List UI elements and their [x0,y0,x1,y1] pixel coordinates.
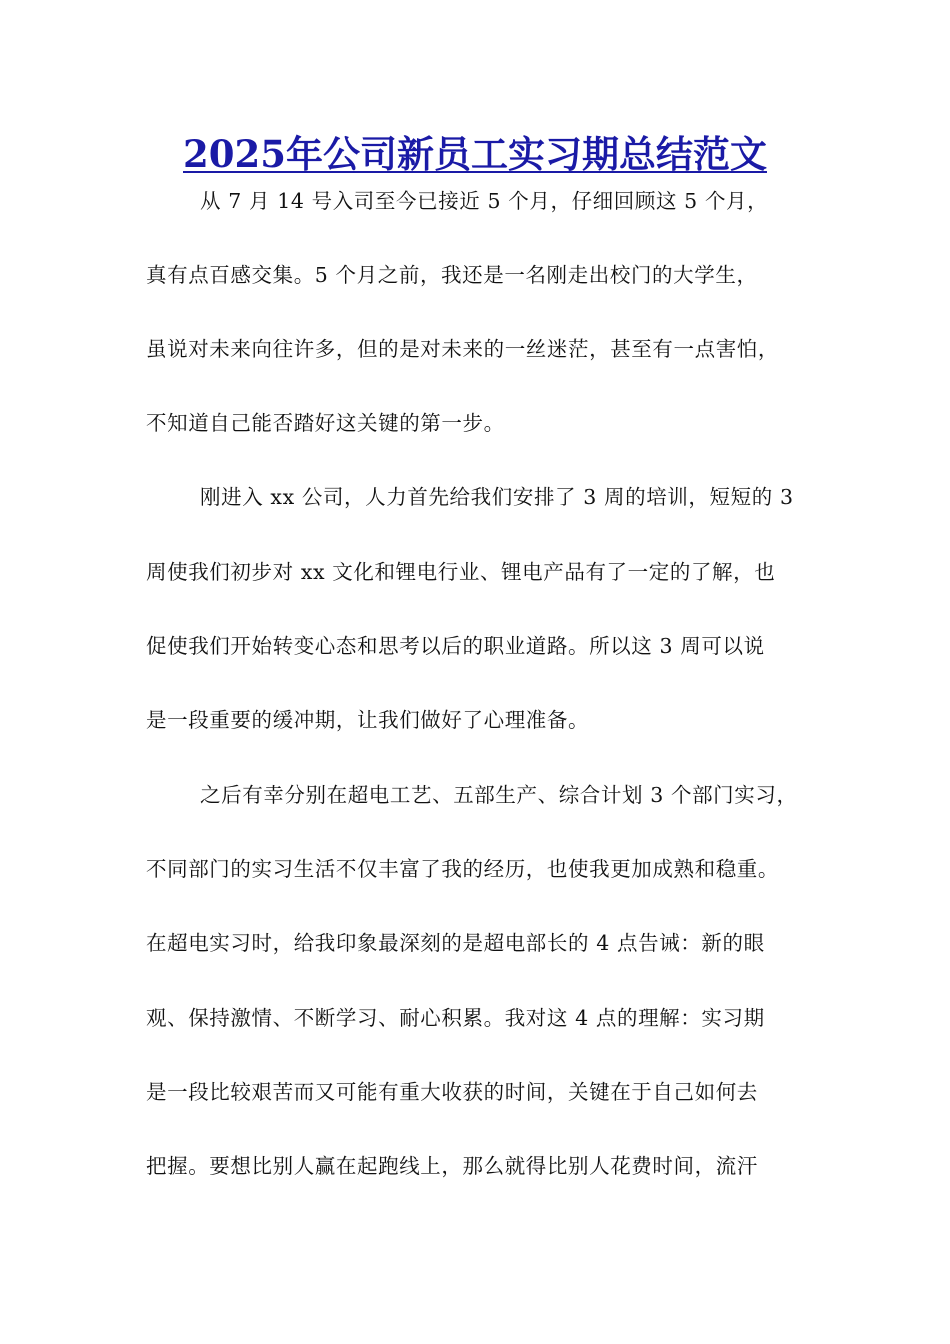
paragraph-line: 周使我们初步对 xx 文化和锂电行业、锂电产品有了一定的了解，也 [146,560,776,584]
paragraph-line: 真有点百感交集。5 个月之前，我还是一名刚走出校门的大学生， [146,263,758,287]
document-title: 2025年公司新员工实习期总结范文 [183,132,767,176]
paragraph-line: 刚进入 xx 公司，人力首先给我们安排了 3 周的培训，短短的 3 [200,485,794,509]
paragraph-line: 观、保持激情、不断学习、耐心积累。我对这 4 点的理解：实习期 [146,1006,765,1030]
paragraph-line: 促使我们开始转变心态和思考以后的职业道路。所以这 3 周可以说 [146,634,765,658]
paragraph-line: 把握。要想比别人赢在起跑线上，那么就得比别人花费时间，流汗 [146,1154,758,1178]
paragraph-line: 不知道自己能否踏好这关键的第一步。 [146,411,505,435]
paragraph-line: 是一段重要的缓冲期，让我们做好了心理准备。 [146,708,590,732]
paragraph-line: 在超电实习时，给我印象最深刻的是超电部长的 4 点告诫：新的眼 [146,931,765,955]
paragraph-line: 是一段比较艰苦而又可能有重大收获的时间，关键在于自己如何去 [146,1080,758,1104]
paragraph-line: 之后有幸分别在超电工艺、五部生产、综合计划 3 个部门实习， [200,783,798,807]
paragraph-line: 虽说对未来向往许多，但的是对未来的一丝迷茫，甚至有一点害怕， [146,337,779,361]
paragraph-line: 从 7 月 14 号入司至今已接近 5 个月，仔细回顾这 5 个月， [200,189,769,213]
paragraph-line: 不同部门的实习生活不仅丰富了我的经历，也使我更加成熟和稳重。 [146,857,779,881]
